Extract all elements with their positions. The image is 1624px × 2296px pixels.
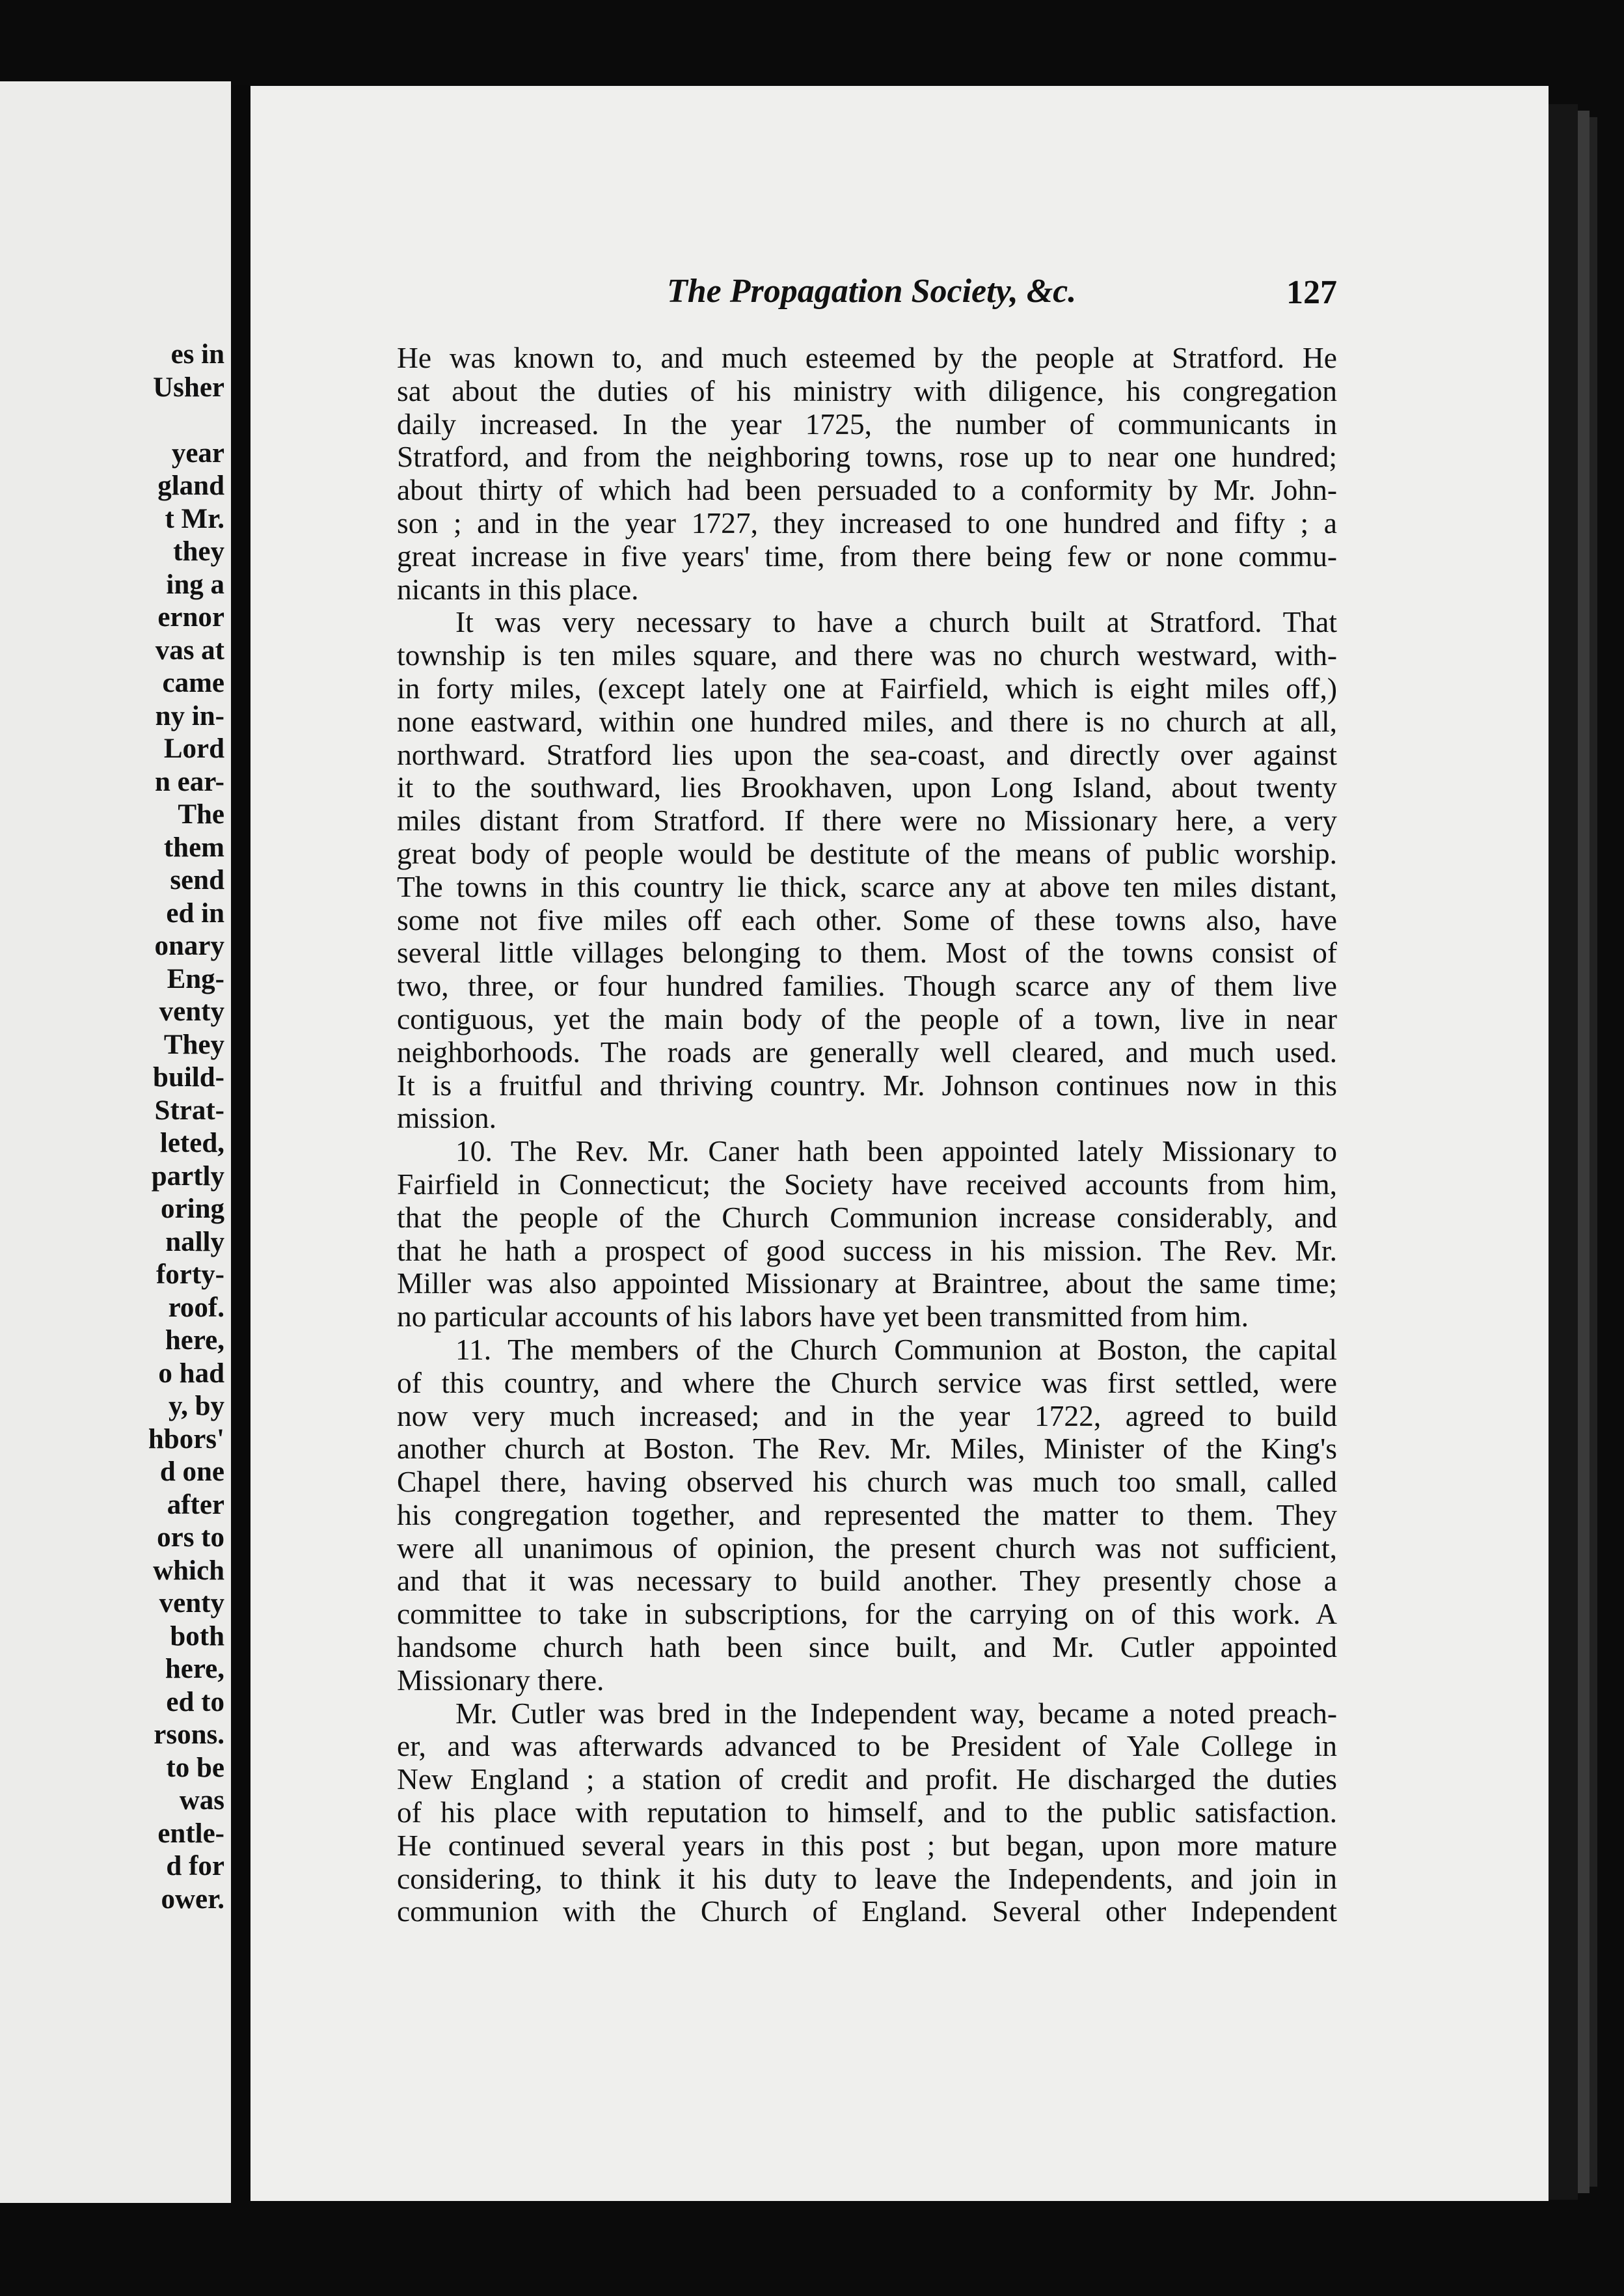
running-title: The Propagation Society, &c. — [667, 273, 1077, 310]
left-page-fragment: hbors' — [148, 1423, 224, 1455]
body-text — [397, 342, 1337, 1928]
text-line: another church at Boston. The Rev. Mr. Miles, Minister of the King's — [397, 1432, 1337, 1466]
left-page-fragment: build- — [153, 1062, 224, 1093]
left-page-fragment: Eng- — [167, 963, 224, 994]
left-page-fragment: came — [162, 668, 224, 698]
text-line: and that it was necessary to build another. They presently chose a — [397, 1565, 1337, 1598]
left-page-fragment: oring — [161, 1194, 224, 1224]
left-page-fragment: ernor — [157, 602, 224, 633]
left-page-fragment: ed to — [166, 1686, 224, 1717]
text-line: miles distant from Stratford. If there were no Missionary here, a very — [397, 804, 1337, 838]
text-line: great increase in five years' time, from there being few or none commu- — [397, 540, 1337, 573]
left-page-fragment: onary — [154, 931, 224, 961]
text-line: some not five miles off each other. Some of these towns also, have — [397, 903, 1337, 936]
text-line: of this country, and where the Church service was first settled, were — [397, 1366, 1337, 1399]
text-line: Mr. Cutler was bred in the Independent way, became a noted preach- — [455, 1697, 1337, 1730]
book-gutter — [231, 85, 250, 2200]
text-line: considering, to think it his duty to leave the Independents, and join in — [397, 1862, 1337, 1895]
text-line: sat about the duties of his ministry with diligence, his congregation — [397, 374, 1337, 407]
left-page-fragment: which — [153, 1555, 224, 1586]
text-line: 11. The members of the Church Communion at Boston, the capital — [455, 1333, 1337, 1366]
text-line: about thirty of which had been persuaded to a conformity by Mr. John- — [397, 474, 1337, 507]
left-page-fragment: ed in — [166, 897, 224, 929]
left-page-fragment: Usher — [153, 372, 224, 403]
text-line: of his place with reputation to himself, and to the public satisfaction. — [397, 1796, 1337, 1829]
left-page-fragment: rsons. — [154, 1719, 224, 1750]
left-page-fragment: they — [173, 536, 224, 567]
text-line: Fairfield in Connecticut; the Society have received accounts from him, — [397, 1168, 1337, 1201]
text-line: that the people of the Church Communion increase considerably, and — [397, 1201, 1337, 1234]
text-line: that he hath a prospect of good success in his mission. The Rev. Mr. — [397, 1234, 1337, 1267]
left-page-fragment: here, — [165, 1654, 224, 1684]
page-header — [667, 272, 1337, 324]
text-line: Chapel there, having observed his church was much too small, called — [397, 1466, 1337, 1499]
page-edge — [1549, 104, 1578, 2200]
text-line: handsome church hath been since built, and Mr. Cutler appointed — [397, 1631, 1337, 1664]
text-line: now very much increased; and in the year 1722, agreed to build — [397, 1399, 1337, 1432]
left-page-fragment: gland — [157, 471, 224, 501]
text-line: none eastward, within one hundred miles, and there is no church at all, — [397, 705, 1337, 738]
text-line: neighborhoods. The roads are generally well cleared, and much used. — [397, 1035, 1337, 1069]
text-line: nicants in this place. — [397, 573, 639, 606]
page-edge — [1590, 117, 1597, 2187]
left-page-fragment: Strat- — [154, 1095, 224, 1126]
left-page-fragment: was — [179, 1785, 224, 1816]
left-page-text-fragments — [94, 338, 224, 1916]
left-page-fragment: forty- — [156, 1259, 224, 1290]
left-page-fragment: ower. — [161, 1883, 224, 1915]
text-line: The towns in this country lie thick, scarce any at above ten miles distant, — [397, 870, 1337, 903]
text-line: it to the southward, lies Brookhaven, upon Long Island, about twenty — [397, 771, 1337, 804]
text-line: New England ; a station of credit and profit. He discharged the duties — [397, 1763, 1337, 1796]
text-line: township is ten miles square, and there was no church westward, with- — [397, 639, 1337, 672]
left-page-fragment: here, — [165, 1325, 224, 1356]
text-line: mission. — [397, 1102, 496, 1135]
text-line: daily increased. In the year 1725, the number of communicants in — [397, 407, 1337, 441]
text-line: in forty miles, (except lately one at Fairfield, which is eight miles off,) — [397, 672, 1337, 705]
left-page-fragment: The — [178, 799, 224, 830]
left-page-fragment: send — [170, 865, 224, 895]
text-line: Stratford, and from the neighboring towns, rose up to near one hundred; — [397, 441, 1337, 474]
text-line: northward. Stratford lies upon the sea-coast, and directly over against — [397, 738, 1337, 771]
text-line: two, three, or four hundred families. Though scarce any of them live — [397, 970, 1337, 1003]
text-line: great body of people would be destitute of the means of public worship. — [397, 837, 1337, 870]
left-page-fragment: d one — [159, 1456, 224, 1487]
left-page-fragment: leted, — [159, 1128, 224, 1158]
left-page-fragment: both — [170, 1620, 224, 1652]
text-line: were all unanimous of opinion, the present church was not sufficient, — [397, 1531, 1337, 1565]
text-line: er, and was afterwards advanced to be President of Yale College in — [397, 1730, 1337, 1763]
left-page-fragment: partly — [151, 1160, 224, 1192]
left-page-fragment: year — [171, 437, 224, 469]
text-line: He was known to, and much esteemed by the people at Stratford. He — [397, 342, 1337, 374]
left-page-fragment: y, by — [168, 1391, 224, 1421]
page-edge — [1578, 111, 1590, 2193]
left-page-fragment: n ear- — [154, 766, 224, 797]
left-page — [0, 81, 231, 2203]
text-line: 10. The Rev. Mr. Caner hath been appointed lately Missionary to — [455, 1135, 1337, 1168]
left-page-fragment: to be — [166, 1752, 224, 1783]
left-page-fragment: venty — [159, 996, 224, 1027]
left-page-fragment: ny in- — [155, 700, 224, 731]
left-page-fragment: o had — [158, 1358, 224, 1389]
left-page-fragment: venty — [159, 1588, 224, 1619]
left-page-fragment: They — [163, 1029, 224, 1060]
left-page-fragment: after — [167, 1489, 224, 1520]
text-line: no particular accounts of his labors have yet been transmitted from him. — [397, 1300, 1249, 1333]
text-line: communion with the Church of England. Several other Independent — [397, 1895, 1337, 1928]
text-line: son ; and in the year 1727, they increased to one hundred and fifty ; a — [397, 506, 1337, 540]
left-page-fragment: vas at — [155, 635, 224, 666]
left-page-fragment: them — [163, 832, 224, 863]
text-line: committee to take in subscriptions, for the carrying on of this work. A — [397, 1598, 1337, 1631]
text-line: He continued several years in this post ; but began, upon more mature — [397, 1829, 1337, 1862]
left-page-fragment: d for — [166, 1851, 224, 1881]
text-line: Missionary there. — [397, 1663, 604, 1697]
left-page-fragment: t Mr. — [165, 503, 224, 534]
text-line: several little villages belonging to them. Most of the towns consist of — [397, 936, 1337, 970]
left-page-fragment: ing a — [166, 569, 224, 600]
left-page-fragment: roof. — [168, 1292, 224, 1323]
left-page-fragment: ors to — [157, 1522, 224, 1553]
text-line: contiguous, yet the main body of the people of a town, live in near — [397, 1002, 1337, 1035]
left-page-fragment: es in — [170, 339, 224, 370]
left-page-fragment: entle- — [157, 1818, 224, 1849]
text-line: his congregation together, and represented the matter to them. They — [397, 1498, 1337, 1531]
text-line: It was very necessary to have a church built at Stratford. That — [455, 606, 1337, 639]
page-number: 127 — [1286, 274, 1337, 311]
left-page-fragment: nally — [165, 1226, 224, 1257]
left-page-fragment — [94, 404, 224, 437]
left-page-fragment: Lord — [163, 733, 224, 764]
text-line: Miller was also appointed Missionary at Braintree, about the same time; — [397, 1267, 1337, 1300]
text-line: It is a fruitful and thriving country. Mr. Johnson continues now in this — [397, 1069, 1337, 1102]
